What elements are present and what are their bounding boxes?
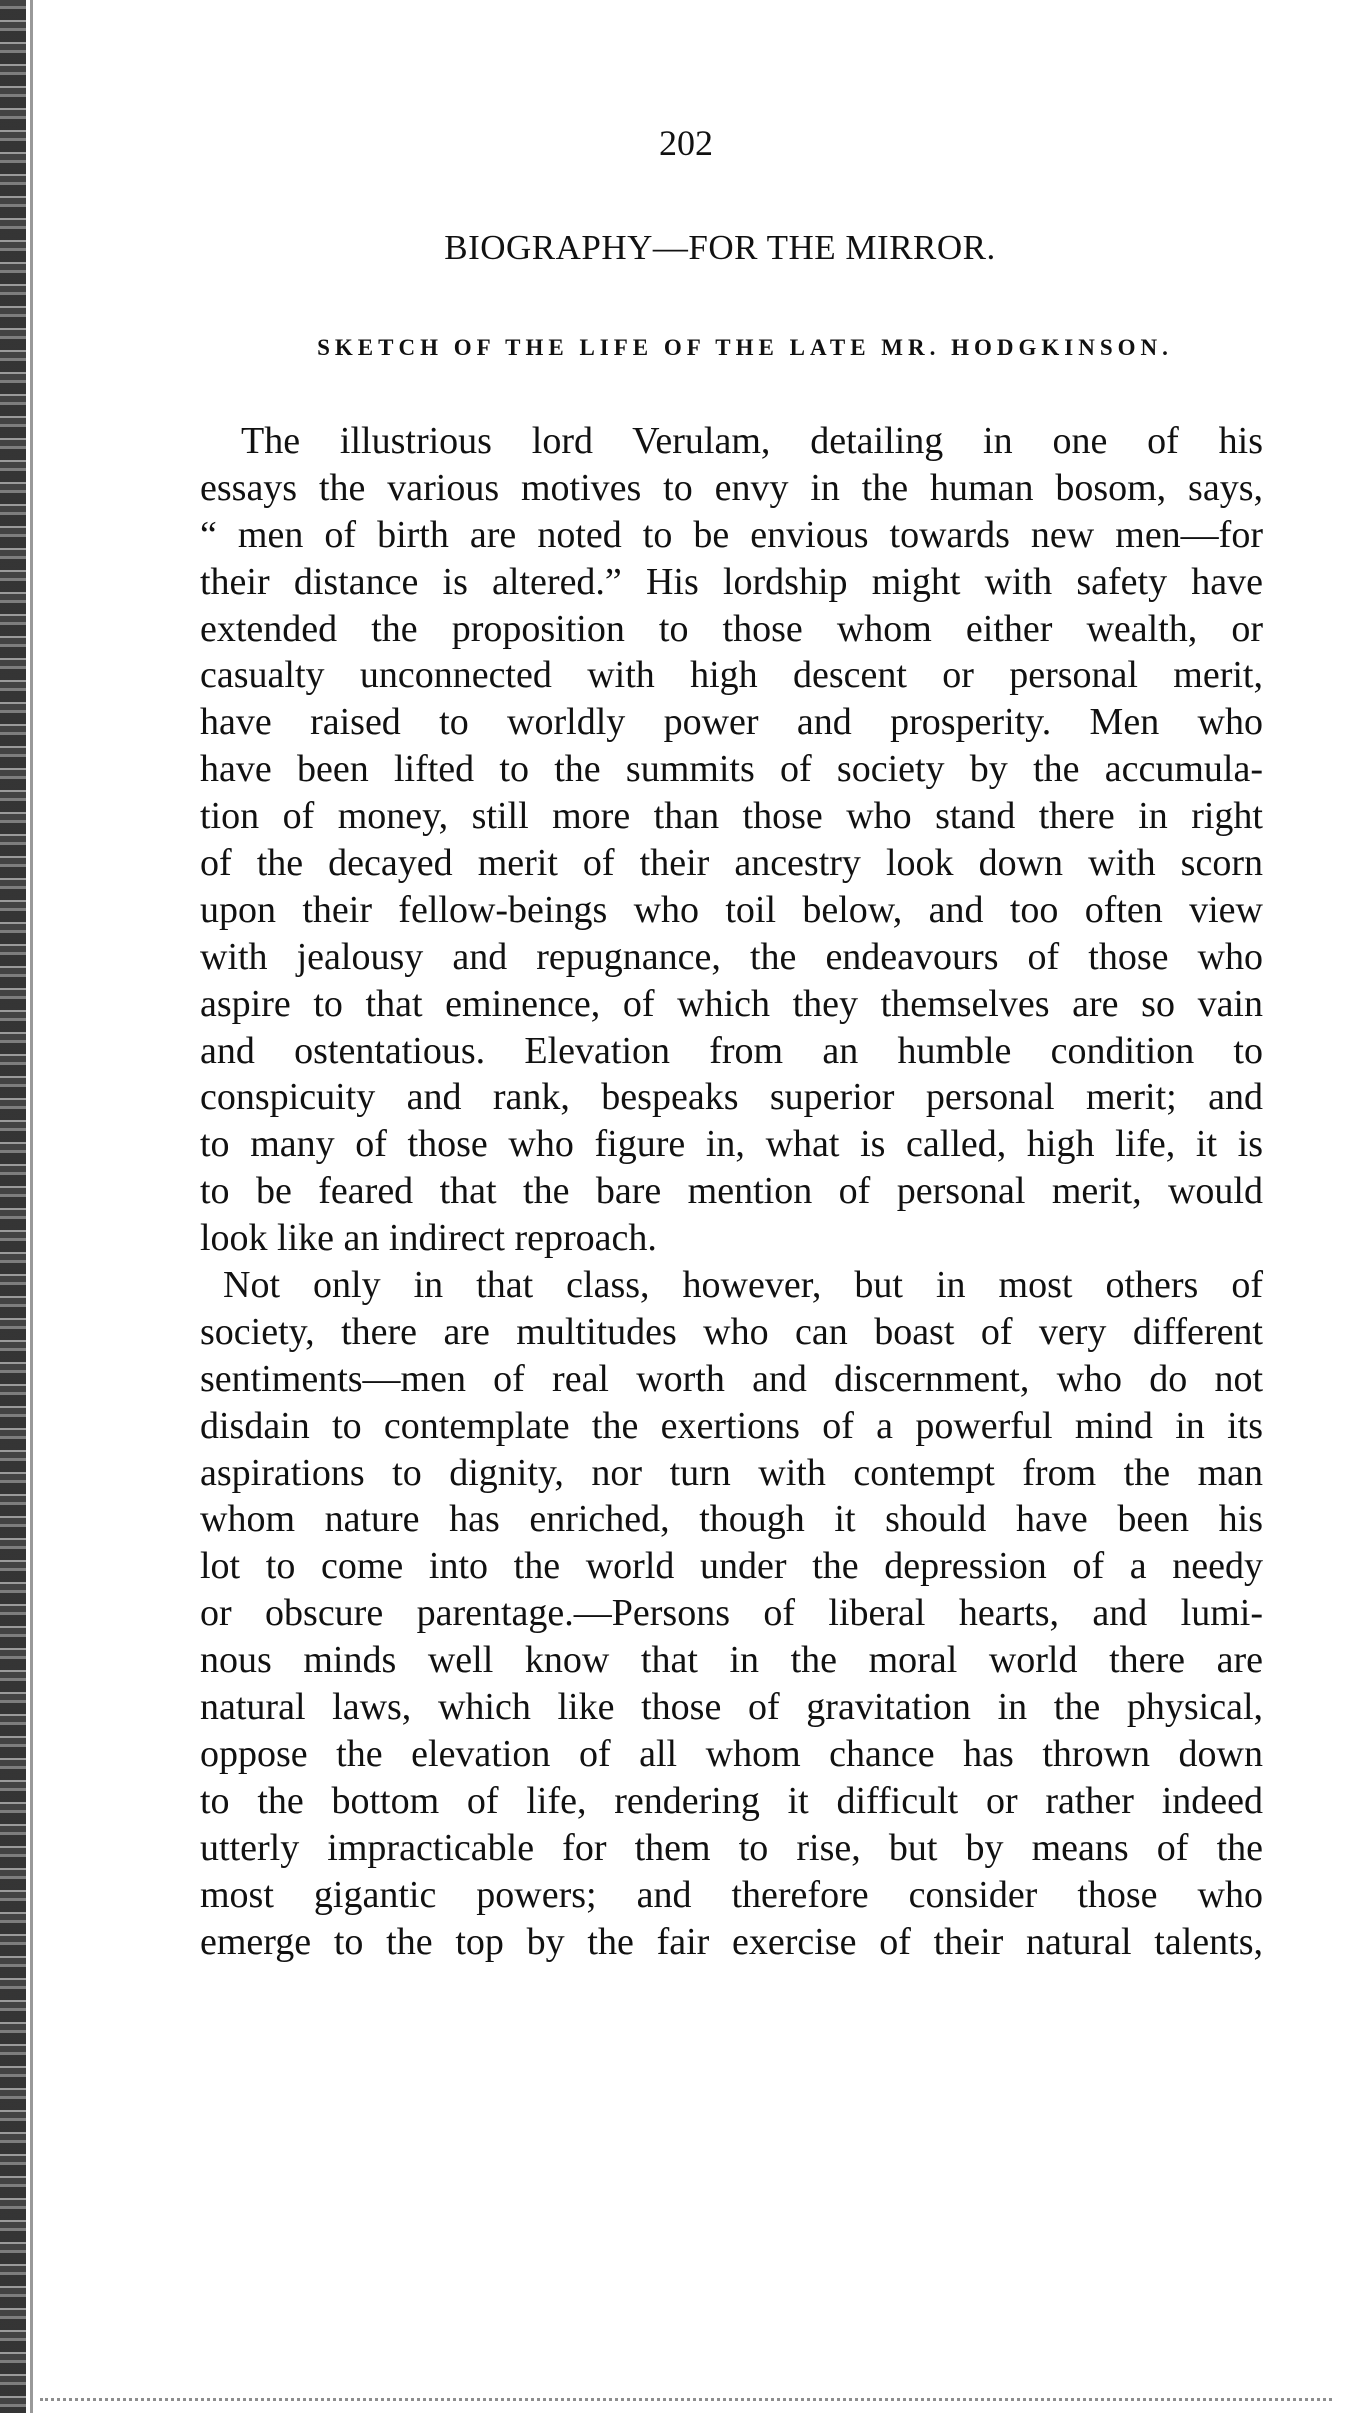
text-line: most gigantic powers; and therefore consider those who bbox=[200, 1873, 1263, 1916]
text-line: “ men of birth are noted to be envious towards new men—for bbox=[200, 513, 1263, 556]
text-line: conspicuity and rank, bespeaks superior personal merit; and bbox=[200, 1076, 1263, 1119]
text-line: aspirations to dignity, nor turn with contempt from the man bbox=[200, 1451, 1263, 1494]
text-line: have been lifted to the summits of society by the accumula- bbox=[200, 748, 1263, 791]
article-subtitle: SKETCH OF THE LIFE OF THE LATE MR. HODGKINSON. bbox=[317, 335, 1173, 360]
scanned-page-edge bbox=[0, 0, 26, 2413]
text-line: look like an indirect reproach. bbox=[200, 1217, 657, 1260]
text-line: their distance is altered.” His lordship might with safety have bbox=[200, 560, 1263, 603]
text-line: society, there are multitudes who can boast of very different bbox=[200, 1310, 1263, 1353]
text-line: to the bottom of life, rendering it difficult or rather indeed bbox=[200, 1779, 1263, 1822]
text-line: natural laws, which like those of gravitation in the physical, bbox=[200, 1686, 1263, 1729]
text-line: essays the various motives to envy in the human bosom, says, bbox=[200, 466, 1263, 509]
page-number: 202 bbox=[659, 123, 713, 163]
scan-bottom-edge bbox=[40, 2398, 1332, 2401]
text-line: nous minds well know that in the moral world there are bbox=[200, 1639, 1263, 1682]
text-line: whom nature has enriched, though it should have been his bbox=[200, 1498, 1263, 1541]
text-line: sentiments—men of real worth and discernment, who do not bbox=[200, 1357, 1263, 1400]
text-line: oppose the elevation of all whom chance has thrown down bbox=[200, 1732, 1263, 1775]
text-line: emerge to the top by the fair exercise of their natural talents, bbox=[200, 1920, 1263, 1963]
text-line: The illustrious lord Verulam, detailing in one of his bbox=[241, 420, 1263, 462]
text-line: extended the proposition to those whom either wealth, or bbox=[200, 607, 1263, 650]
text-line: casualty unconnected with high descent or personal merit, bbox=[200, 654, 1263, 697]
text-line: aspire to that eminence, of which they themselves are so vain bbox=[200, 982, 1263, 1025]
text-line: to many of those who figure in, what is called, high life, it is bbox=[200, 1123, 1263, 1166]
article-body bbox=[200, 418, 1263, 1965]
text-line: lot to come into the world under the depression of a needy bbox=[200, 1545, 1263, 1588]
text-line: with jealousy and repugnance, the endeavours of those who bbox=[200, 935, 1263, 978]
text-line: upon their fellow-beings who toil below, and too often view bbox=[200, 888, 1263, 931]
text-line: Not only in that class, however, but in most others of bbox=[223, 1264, 1263, 1307]
section-title: BIOGRAPHY—FOR THE MIRROR. bbox=[444, 228, 996, 267]
text-line: to be feared that the bare mention of personal merit, would bbox=[200, 1170, 1263, 1213]
text-line: disdain to contemplate the exertions of a powerful mind in its bbox=[200, 1404, 1263, 1447]
text-line: tion of money, still more than those who stand there in right bbox=[200, 795, 1263, 838]
text-line: of the decayed merit of their ancestry look down with scorn bbox=[200, 842, 1263, 885]
text-line: have raised to worldly power and prosperity. Men who bbox=[200, 701, 1263, 744]
text-line: and ostentatious. Elevation from an humble condition to bbox=[200, 1029, 1263, 1072]
text-line: utterly impracticable for them to rise, but by means of the bbox=[200, 1826, 1263, 1869]
text-line: or obscure parentage.—Persons of liberal hearts, and lumi- bbox=[200, 1592, 1263, 1635]
scanned-page-edge-line bbox=[30, 0, 33, 2413]
